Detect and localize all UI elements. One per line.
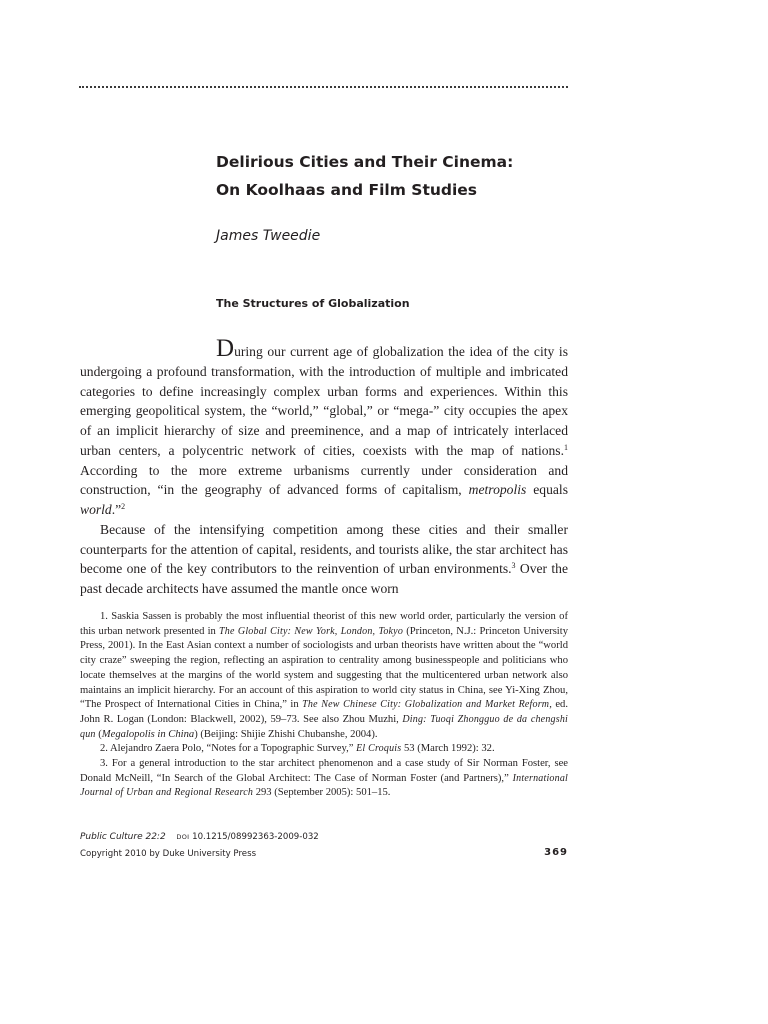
journal-name: Public Culture 22:2 bbox=[80, 832, 166, 842]
paragraph-1: During our current age of globalization the idea of the city is undergoing a profound transformation, with the introduction of multiple and imbricated categories to define increasingly complex urban forms and experiences. Within this emerging geopolitical system, the “world,” “global,” or “mega-” city occupies the apex of an implicit hierarchy of size and preeminence, and a map of intricately interlaced urban centers, a polycentric network of cities, coexists with the map of nations.$^1$ According to the more extreme urbanisms currently under consideration and construction, “in the geography of advanced forms of capitalism, metropolis equals world.”$^2$ bbox=[80, 335, 568, 517]
drop-cap: D bbox=[216, 335, 235, 362]
doi-label: DOI bbox=[176, 833, 190, 841]
footnote-3: 3. For a general introduction to the star architect phenomenon and a case study of Sir Norman Foster, see Donald McNeill, “In Search of the Global Architect: The Case of Norman Foster (and Partners),” International Journal of Urban and Regional Research 293 (September 2005): 501–15. bbox=[80, 758, 568, 799]
article-title bbox=[216, 148, 616, 204]
dotted-rule bbox=[79, 86, 568, 88]
footnotes bbox=[80, 610, 568, 801]
doi-value: 10.1215/08992363-2009-032 bbox=[192, 832, 319, 842]
author-name: James Tweedie bbox=[216, 228, 321, 244]
paragraph-2: Because of the intensifying competition among these cities and their smaller counterparts for the attention of capital, residents, and tourists alike, the star architect has become one of the key contributors to the reinvention of urban environments.$^3$ Over the past decade architects have assumed the mantle once worn bbox=[80, 521, 568, 596]
section-heading: The Structures of Globalization bbox=[216, 297, 410, 310]
journal-info bbox=[80, 832, 568, 842]
doi bbox=[176, 832, 318, 842]
page-number: 369 bbox=[544, 847, 568, 858]
footnote-ref-3: 3 bbox=[511, 561, 516, 571]
footnote-1: 1. Saskia Sassen is probably the most influential theorist of this new world order, particularly the version of this urban network presented in The Global City: New York, London, Tokyo (Princeton, N.J.: Princeton University Press, 2001). In the East Asian context a number of sociologists and urban theorists have written about the “world city craze” sweeping the region, reflecting an aspiration to centrality among businesspeople and politicians who locate themselves at the margins of the world system and suggesting that the multicentered urban network also maintains an implicit hierarchy. For an account of this aspiration to world city status in China, see Yi-Xing Zhou, “The Prospect of International Cities in China,” in The New Chinese City: Globalization and Market Reform, ed. John R. Logan (London: Blackwell, 2002), 59–73. See also Zhou Muzhi, Ding: Tuoqi Zhongguo de da chengshi qun (Megalopolis in China) (Beijing: Shijie Zhishi Chubanshe, 2004). bbox=[80, 611, 568, 740]
body-text bbox=[80, 335, 568, 599]
footnote-2: 2. Alejandro Zaera Polo, “Notes for a Topographic Survey,” El Croquis 53 (March 1992): 32. bbox=[100, 743, 495, 755]
footnote-ref-2: 2 bbox=[121, 502, 126, 511]
title-line-1: Delirious Cities and Their Cinema: bbox=[216, 153, 514, 171]
title-line-2: On Koolhaas and Film Studies bbox=[216, 181, 478, 199]
copyright: Copyright 2010 by Duke University Press bbox=[80, 849, 257, 859]
footnote-ref-1: 1 bbox=[564, 442, 568, 452]
copyright-line bbox=[80, 849, 568, 859]
